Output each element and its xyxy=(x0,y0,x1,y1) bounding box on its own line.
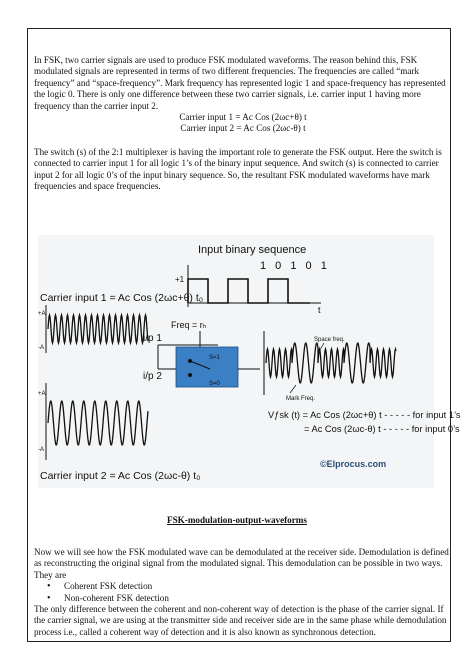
carrier1-label: Carrier input 1 = Ac Cos (2ωc+θ) t₀ xyxy=(40,292,204,304)
fsk-diagram xyxy=(38,235,461,488)
carrier1-plus-a: +A xyxy=(38,311,46,317)
switch-s0-label: S=0 xyxy=(209,381,220,387)
list-item: • Non-coherent FSK detection xyxy=(64,593,452,604)
vfsk-equation-2: = Ac Cos (2ωc-θ) t - - - - - for input 0’s xyxy=(304,424,460,434)
binary-plus-one: +1 xyxy=(175,275,185,284)
space-freq-pointer xyxy=(318,343,324,353)
demodulation-section xyxy=(34,547,452,638)
multiplexer-switch-box xyxy=(176,347,238,387)
space-freq-label: Space freq. xyxy=(314,337,345,343)
intro-section xyxy=(34,55,452,135)
mark-freq-label: Mark Freq. xyxy=(286,396,316,402)
fsk-figure xyxy=(38,235,461,488)
ip1-label: i/p 1 xyxy=(143,333,162,344)
fsk-output-waveform xyxy=(266,343,396,383)
ip2-label: i/p 2 xyxy=(143,371,162,382)
carrier2-waveform xyxy=(48,401,148,445)
list-item: • Coherent FSK detection xyxy=(64,581,452,592)
paragraph-fsk-intro: In FSK, two carrier signals are used to produce FSK modulated waveforms. The reason behind this, FSK modulated signals are represented in terms of two different frequencies. The frequencies are called “mark frequency” and “space-frequency”. Mark frequency has represented logic 1 and space-frequency has represented the logic 0. There is only one difference between these two carrier signals, i.e. carrier input 1 having more frequency than the carrier input 2. xyxy=(34,55,446,111)
figure-title: Input binary sequence xyxy=(198,244,307,256)
equation-carrier-2: Carrier input 2 = Ac Cos (2ωc-θ) t xyxy=(180,123,306,134)
equation-carrier-1: Carrier input 1 = Ac Cos (2ωc+θ) t xyxy=(179,112,307,123)
carrier2-plus-a: +A xyxy=(38,391,46,397)
switch-node-2 xyxy=(188,373,192,377)
paragraph-detection-difference: The only difference between the coherent and non-coherent way of detection is the phase of the carrier signal. If the carrier signal, we are using at the transmitter side and receiver side are in the same phase while demodulation process i.e., called a coherent way of detection and it is also known as synchronous detection. xyxy=(34,604,447,637)
binary-t-label: t xyxy=(318,305,321,315)
binary-digits: 1 0 1 0 1 xyxy=(260,260,330,272)
elprocus-watermark: ©Elprocus.com xyxy=(320,459,387,469)
binary-waveform xyxy=(188,279,310,303)
carrier1-minus-a: -A xyxy=(38,345,44,351)
carrier1-waveform xyxy=(48,315,148,343)
paragraph-switch: The switch (s) of the 2:1 multiplexer is having the important role to generate the FSK output. Here the switch is connected to carrier input 1 for all logic 1’s of the binary input sequence. And switch (s) is connected to carrier input 2 for all logic 0’s of the input binary sequence. So, the resultant FSK modulated waveforms have mark frequencies and space frequencies. xyxy=(34,147,442,192)
carrier2-minus-a: -A xyxy=(38,447,44,453)
vfsk-equation-1: Vƒsk (t) = Ac Cos (2ωc+θ) t - - - - - for input 1’s xyxy=(268,410,461,420)
paragraph-demodulation: Now we will see how the FSK modulated wave can be demodulated at the receiver side. Demodulation is defined as reconstructing the original signal from the modulated signal. This demodulation can be possible in two ways. They are xyxy=(34,547,449,580)
carrier2-label: Carrier input 2 = Ac Cos (2ωc-θ) t₀ xyxy=(40,470,201,482)
switch-s1-label: S=1 xyxy=(209,355,220,361)
detection-list xyxy=(34,581,452,604)
freq-label: Freq = rₕ xyxy=(171,320,207,330)
figure-caption: FSK-modulation-output-waveforms xyxy=(167,515,307,525)
mark-freq-pointer xyxy=(290,385,296,393)
